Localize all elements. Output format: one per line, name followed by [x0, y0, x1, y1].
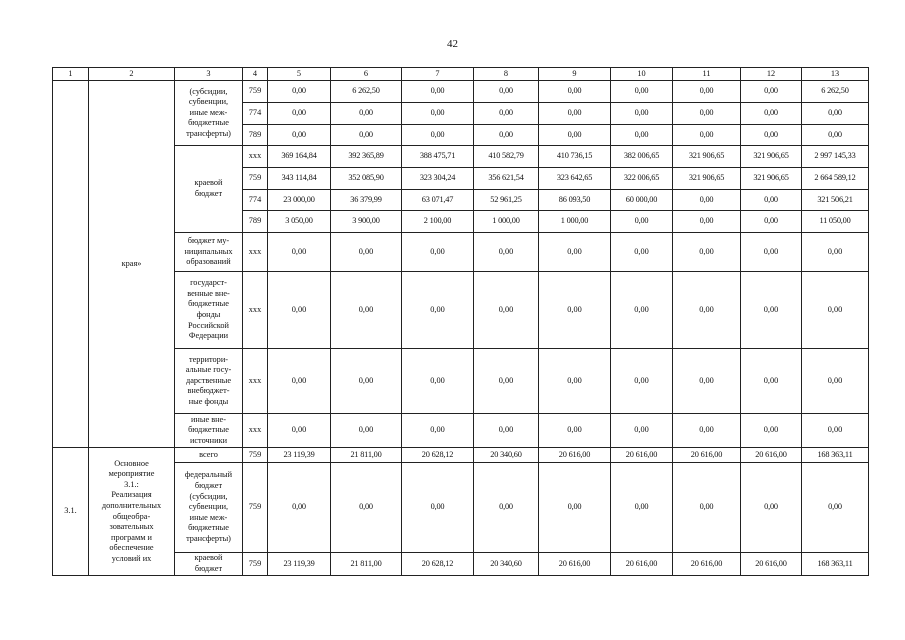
- value-cell: 0,00: [611, 81, 673, 103]
- code-cell: 759: [243, 463, 268, 553]
- value-cell: 0,00: [741, 233, 802, 272]
- table-row: [53, 448, 869, 463]
- code-cell: 789: [243, 211, 268, 233]
- value-cell: 0,00: [539, 463, 611, 553]
- code-cell: ххх: [243, 272, 268, 349]
- value-cell: 20 616,00: [611, 553, 673, 576]
- source-label-cell: государст- венные вне- бюджетные фонды Российской Федерации: [175, 272, 243, 349]
- value-cell: 168 363,11: [802, 553, 869, 576]
- value-cell: 410 582,79: [474, 146, 539, 168]
- code-cell: ххх: [243, 146, 268, 168]
- value-cell: 63 071,47: [402, 190, 474, 211]
- value-cell: 20 628,12: [402, 448, 474, 463]
- value-cell: 20 616,00: [741, 553, 802, 576]
- value-cell: 0,00: [268, 81, 331, 103]
- source-label-cell: краевой бюджет: [175, 146, 243, 233]
- value-cell: 322 006,65: [611, 168, 673, 190]
- value-cell: 321 906,65: [741, 146, 802, 168]
- source-label-cell: федеральный бюджет (субсидии, субвенции, иные меж- бюджетные трансферты): [175, 463, 243, 553]
- table-row: [53, 233, 869, 272]
- value-cell: 0,00: [741, 414, 802, 448]
- value-cell: 1 000,00: [539, 211, 611, 233]
- value-cell: 0,00: [331, 125, 402, 146]
- value-cell: 0,00: [673, 81, 741, 103]
- value-cell: 0,00: [673, 463, 741, 553]
- column-header: 11: [673, 68, 741, 81]
- value-cell: 20 628,12: [402, 553, 474, 576]
- column-header: 8: [474, 68, 539, 81]
- value-cell: 0,00: [331, 349, 402, 414]
- value-cell: 0,00: [741, 81, 802, 103]
- table-row: [53, 272, 869, 349]
- value-cell: 352 085,90: [331, 168, 402, 190]
- value-cell: 0,00: [673, 272, 741, 349]
- value-cell: 323 642,65: [539, 168, 611, 190]
- value-cell: 0,00: [673, 211, 741, 233]
- value-cell: 0,00: [802, 414, 869, 448]
- value-cell: 0,00: [539, 233, 611, 272]
- value-cell: 392 365,89: [331, 146, 402, 168]
- code-cell: 759: [243, 168, 268, 190]
- code-cell: ххх: [243, 414, 268, 448]
- value-cell: 0,00: [539, 272, 611, 349]
- value-cell: 0,00: [673, 414, 741, 448]
- value-cell: 0,00: [268, 349, 331, 414]
- value-cell: 0,00: [268, 463, 331, 553]
- value-cell: 20 616,00: [673, 553, 741, 576]
- value-cell: 0,00: [331, 463, 402, 553]
- value-cell: 0,00: [539, 125, 611, 146]
- column-header: 6: [331, 68, 402, 81]
- measure-name-cell: Основное мероприятие 3.1.: Реализация дополнительных общеобра- зовательных программ и обеспечение условий их: [89, 448, 175, 576]
- code-cell: 759: [243, 81, 268, 103]
- value-cell: 11 050,00: [802, 211, 869, 233]
- row-number-cell: [53, 81, 89, 448]
- value-cell: 23 119,39: [268, 448, 331, 463]
- value-cell: 0,00: [268, 272, 331, 349]
- value-cell: 410 736,15: [539, 146, 611, 168]
- column-header: 3: [175, 68, 243, 81]
- value-cell: 0,00: [741, 103, 802, 125]
- value-cell: 2 100,00: [402, 211, 474, 233]
- measure-name-cell: края»: [89, 81, 175, 448]
- value-cell: 0,00: [802, 125, 869, 146]
- value-cell: 382 006,65: [611, 146, 673, 168]
- value-cell: 321 906,65: [741, 168, 802, 190]
- column-header: 5: [268, 68, 331, 81]
- code-cell: ххх: [243, 349, 268, 414]
- value-cell: 20 616,00: [611, 448, 673, 463]
- value-cell: 0,00: [741, 190, 802, 211]
- value-cell: 20 616,00: [539, 553, 611, 576]
- source-label-cell: (субсидии, субвенции, иные меж- бюджетные трансферты): [175, 81, 243, 146]
- value-cell: 0,00: [474, 125, 539, 146]
- source-label-cell: всего: [175, 448, 243, 463]
- value-cell: 0,00: [673, 233, 741, 272]
- value-cell: 2 997 145,33: [802, 146, 869, 168]
- value-cell: 0,00: [331, 233, 402, 272]
- value-cell: 0,00: [802, 349, 869, 414]
- value-cell: 0,00: [474, 233, 539, 272]
- code-cell: 774: [243, 190, 268, 211]
- source-label-cell: бюджет му- ниципальных образований: [175, 233, 243, 272]
- value-cell: 1 000,00: [474, 211, 539, 233]
- value-cell: 0,00: [268, 125, 331, 146]
- value-cell: 0,00: [539, 81, 611, 103]
- value-cell: 3 050,00: [268, 211, 331, 233]
- value-cell: 21 811,00: [331, 553, 402, 576]
- value-cell: 21 811,00: [331, 448, 402, 463]
- block-3-1: [53, 448, 869, 576]
- value-cell: 356 621,54: [474, 168, 539, 190]
- value-cell: 3 900,00: [331, 211, 402, 233]
- value-cell: 0,00: [611, 349, 673, 414]
- column-header: 9: [539, 68, 611, 81]
- value-cell: 0,00: [673, 349, 741, 414]
- value-cell: 6 262,50: [331, 81, 402, 103]
- value-cell: 60 000,00: [611, 190, 673, 211]
- value-cell: 0,00: [539, 103, 611, 125]
- column-header: 2: [89, 68, 175, 81]
- code-cell: 759: [243, 448, 268, 463]
- value-cell: 0,00: [539, 349, 611, 414]
- value-cell: 0,00: [611, 463, 673, 553]
- value-cell: 323 304,24: [402, 168, 474, 190]
- value-cell: 0,00: [802, 103, 869, 125]
- block-kraya: [53, 81, 869, 448]
- table-row: [53, 414, 869, 448]
- value-cell: 168 363,11: [802, 448, 869, 463]
- value-cell: 20 616,00: [673, 448, 741, 463]
- value-cell: 0,00: [268, 103, 331, 125]
- value-cell: 0,00: [741, 272, 802, 349]
- value-cell: 343 114,84: [268, 168, 331, 190]
- value-cell: 0,00: [402, 233, 474, 272]
- value-cell: 0,00: [539, 414, 611, 448]
- column-header: 1: [53, 68, 89, 81]
- value-cell: 0,00: [673, 190, 741, 211]
- value-cell: 0,00: [673, 125, 741, 146]
- value-cell: 20 340,60: [474, 448, 539, 463]
- source-label-cell: краевой бюджет: [175, 553, 243, 576]
- table-row: [53, 81, 869, 103]
- value-cell: 0,00: [741, 211, 802, 233]
- value-cell: 0,00: [474, 414, 539, 448]
- source-label-cell: территори- альные госу- дарственные внебюджет- ные фонды: [175, 349, 243, 414]
- table-row: [53, 463, 869, 553]
- value-cell: 0,00: [402, 125, 474, 146]
- value-cell: 0,00: [611, 103, 673, 125]
- value-cell: 321 906,65: [673, 146, 741, 168]
- value-cell: 23 119,39: [268, 553, 331, 576]
- column-header: 10: [611, 68, 673, 81]
- value-cell: 23 000,00: [268, 190, 331, 211]
- page-number: 42: [447, 38, 458, 50]
- value-cell: 321 906,65: [673, 168, 741, 190]
- value-cell: 0,00: [402, 349, 474, 414]
- value-cell: 2 664 589,12: [802, 168, 869, 190]
- value-cell: 0,00: [402, 414, 474, 448]
- value-cell: 0,00: [474, 103, 539, 125]
- value-cell: 20 616,00: [741, 448, 802, 463]
- header-row: [53, 68, 869, 81]
- value-cell: 0,00: [611, 125, 673, 146]
- column-header: 4: [243, 68, 268, 81]
- value-cell: 0,00: [331, 414, 402, 448]
- value-cell: 20 616,00: [539, 448, 611, 463]
- value-cell: 36 379,99: [331, 190, 402, 211]
- value-cell: 6 262,50: [802, 81, 869, 103]
- table-row: [53, 146, 869, 168]
- source-label-cell: иные вне- бюджетные источники: [175, 414, 243, 448]
- value-cell: 0,00: [474, 272, 539, 349]
- value-cell: 0,00: [741, 125, 802, 146]
- value-cell: 0,00: [611, 211, 673, 233]
- value-cell: 0,00: [802, 272, 869, 349]
- column-header: 12: [741, 68, 802, 81]
- value-cell: 0,00: [474, 81, 539, 103]
- value-cell: 0,00: [611, 233, 673, 272]
- value-cell: 0,00: [741, 463, 802, 553]
- column-header: 7: [402, 68, 474, 81]
- value-cell: 0,00: [673, 103, 741, 125]
- budget-table: [52, 67, 869, 576]
- column-header: 13: [802, 68, 869, 81]
- value-cell: 0,00: [331, 103, 402, 125]
- table-row: [53, 349, 869, 414]
- code-cell: ххх: [243, 233, 268, 272]
- value-cell: 369 164,84: [268, 146, 331, 168]
- value-cell: 0,00: [611, 272, 673, 349]
- value-cell: 0,00: [802, 463, 869, 553]
- value-cell: 0,00: [474, 349, 539, 414]
- value-cell: 52 961,25: [474, 190, 539, 211]
- value-cell: 0,00: [741, 349, 802, 414]
- value-cell: 20 340,60: [474, 553, 539, 576]
- value-cell: 388 475,71: [402, 146, 474, 168]
- value-cell: 0,00: [268, 233, 331, 272]
- value-cell: 86 093,50: [539, 190, 611, 211]
- value-cell: 0,00: [402, 463, 474, 553]
- value-cell: 0,00: [611, 414, 673, 448]
- value-cell: 0,00: [331, 272, 402, 349]
- row-number-cell: 3.1.: [53, 448, 89, 576]
- table-row: [53, 553, 869, 576]
- value-cell: 0,00: [474, 463, 539, 553]
- code-cell: 789: [243, 125, 268, 146]
- code-cell: 759: [243, 553, 268, 576]
- value-cell: 321 506,21: [802, 190, 869, 211]
- value-cell: 0,00: [402, 272, 474, 349]
- value-cell: 0,00: [402, 103, 474, 125]
- value-cell: 0,00: [802, 233, 869, 272]
- code-cell: 774: [243, 103, 268, 125]
- value-cell: 0,00: [268, 414, 331, 448]
- value-cell: 0,00: [402, 81, 474, 103]
